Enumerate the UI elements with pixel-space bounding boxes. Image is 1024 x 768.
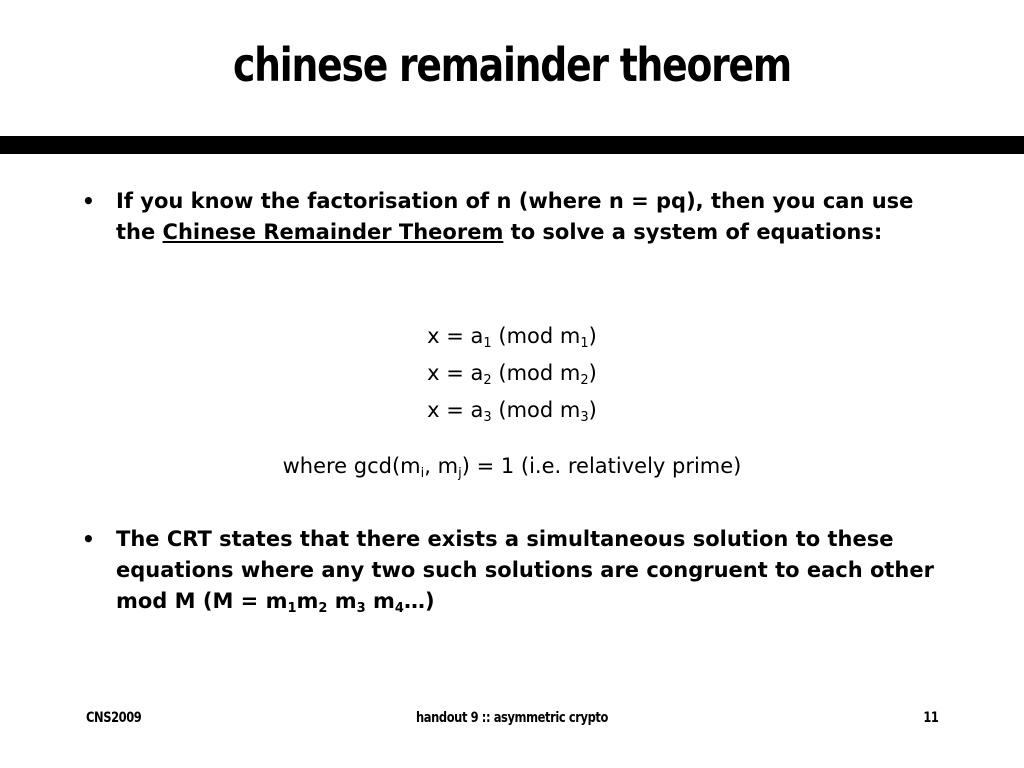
footer-page-number: 11 (922, 710, 938, 726)
bullet-dot: • (82, 189, 95, 213)
equation-3: $x = a_3$ (mod $m_3$) (427, 398, 597, 425)
slide-title: chinese remainder theorem (233, 38, 791, 92)
footer-course: CNS2009 (86, 710, 142, 726)
bullet-crt-statement: • The CRT states that there exists a simultaneous solution to these equations where any two such solutions are congruent to each other mod M ($M = m_1m_2$ $m_3$ $m_4\dots$) (116, 524, 946, 617)
bullet-text-tail: to solve a system of equations: (503, 220, 883, 244)
footer-handout: handout 9 :: asymmetric crypto (416, 710, 608, 726)
bullet-text: The CRT states that there exists a simultaneous solution to these equations where any two such solutions are congruent to each other mod M (M = m (116, 527, 934, 613)
crt-link-text: Chinese Remainder Theorem (162, 220, 504, 244)
gcd-condition: where $\gcd(m_i$, $m_j) = 1$ (i.e. relatively prime) (282, 454, 742, 481)
bullet-text: If you know the factorisation of n (where n = pq), then you can use the (116, 189, 914, 244)
equation-1: $x = a_1$ (mod $m_1$) (427, 324, 597, 351)
bullet-factorisation (82, 186, 946, 248)
title-divider (0, 136, 1024, 154)
bullet-dot: • (82, 527, 95, 551)
equation-2: $x = a_2$ (mod $m_2$) (427, 361, 597, 388)
